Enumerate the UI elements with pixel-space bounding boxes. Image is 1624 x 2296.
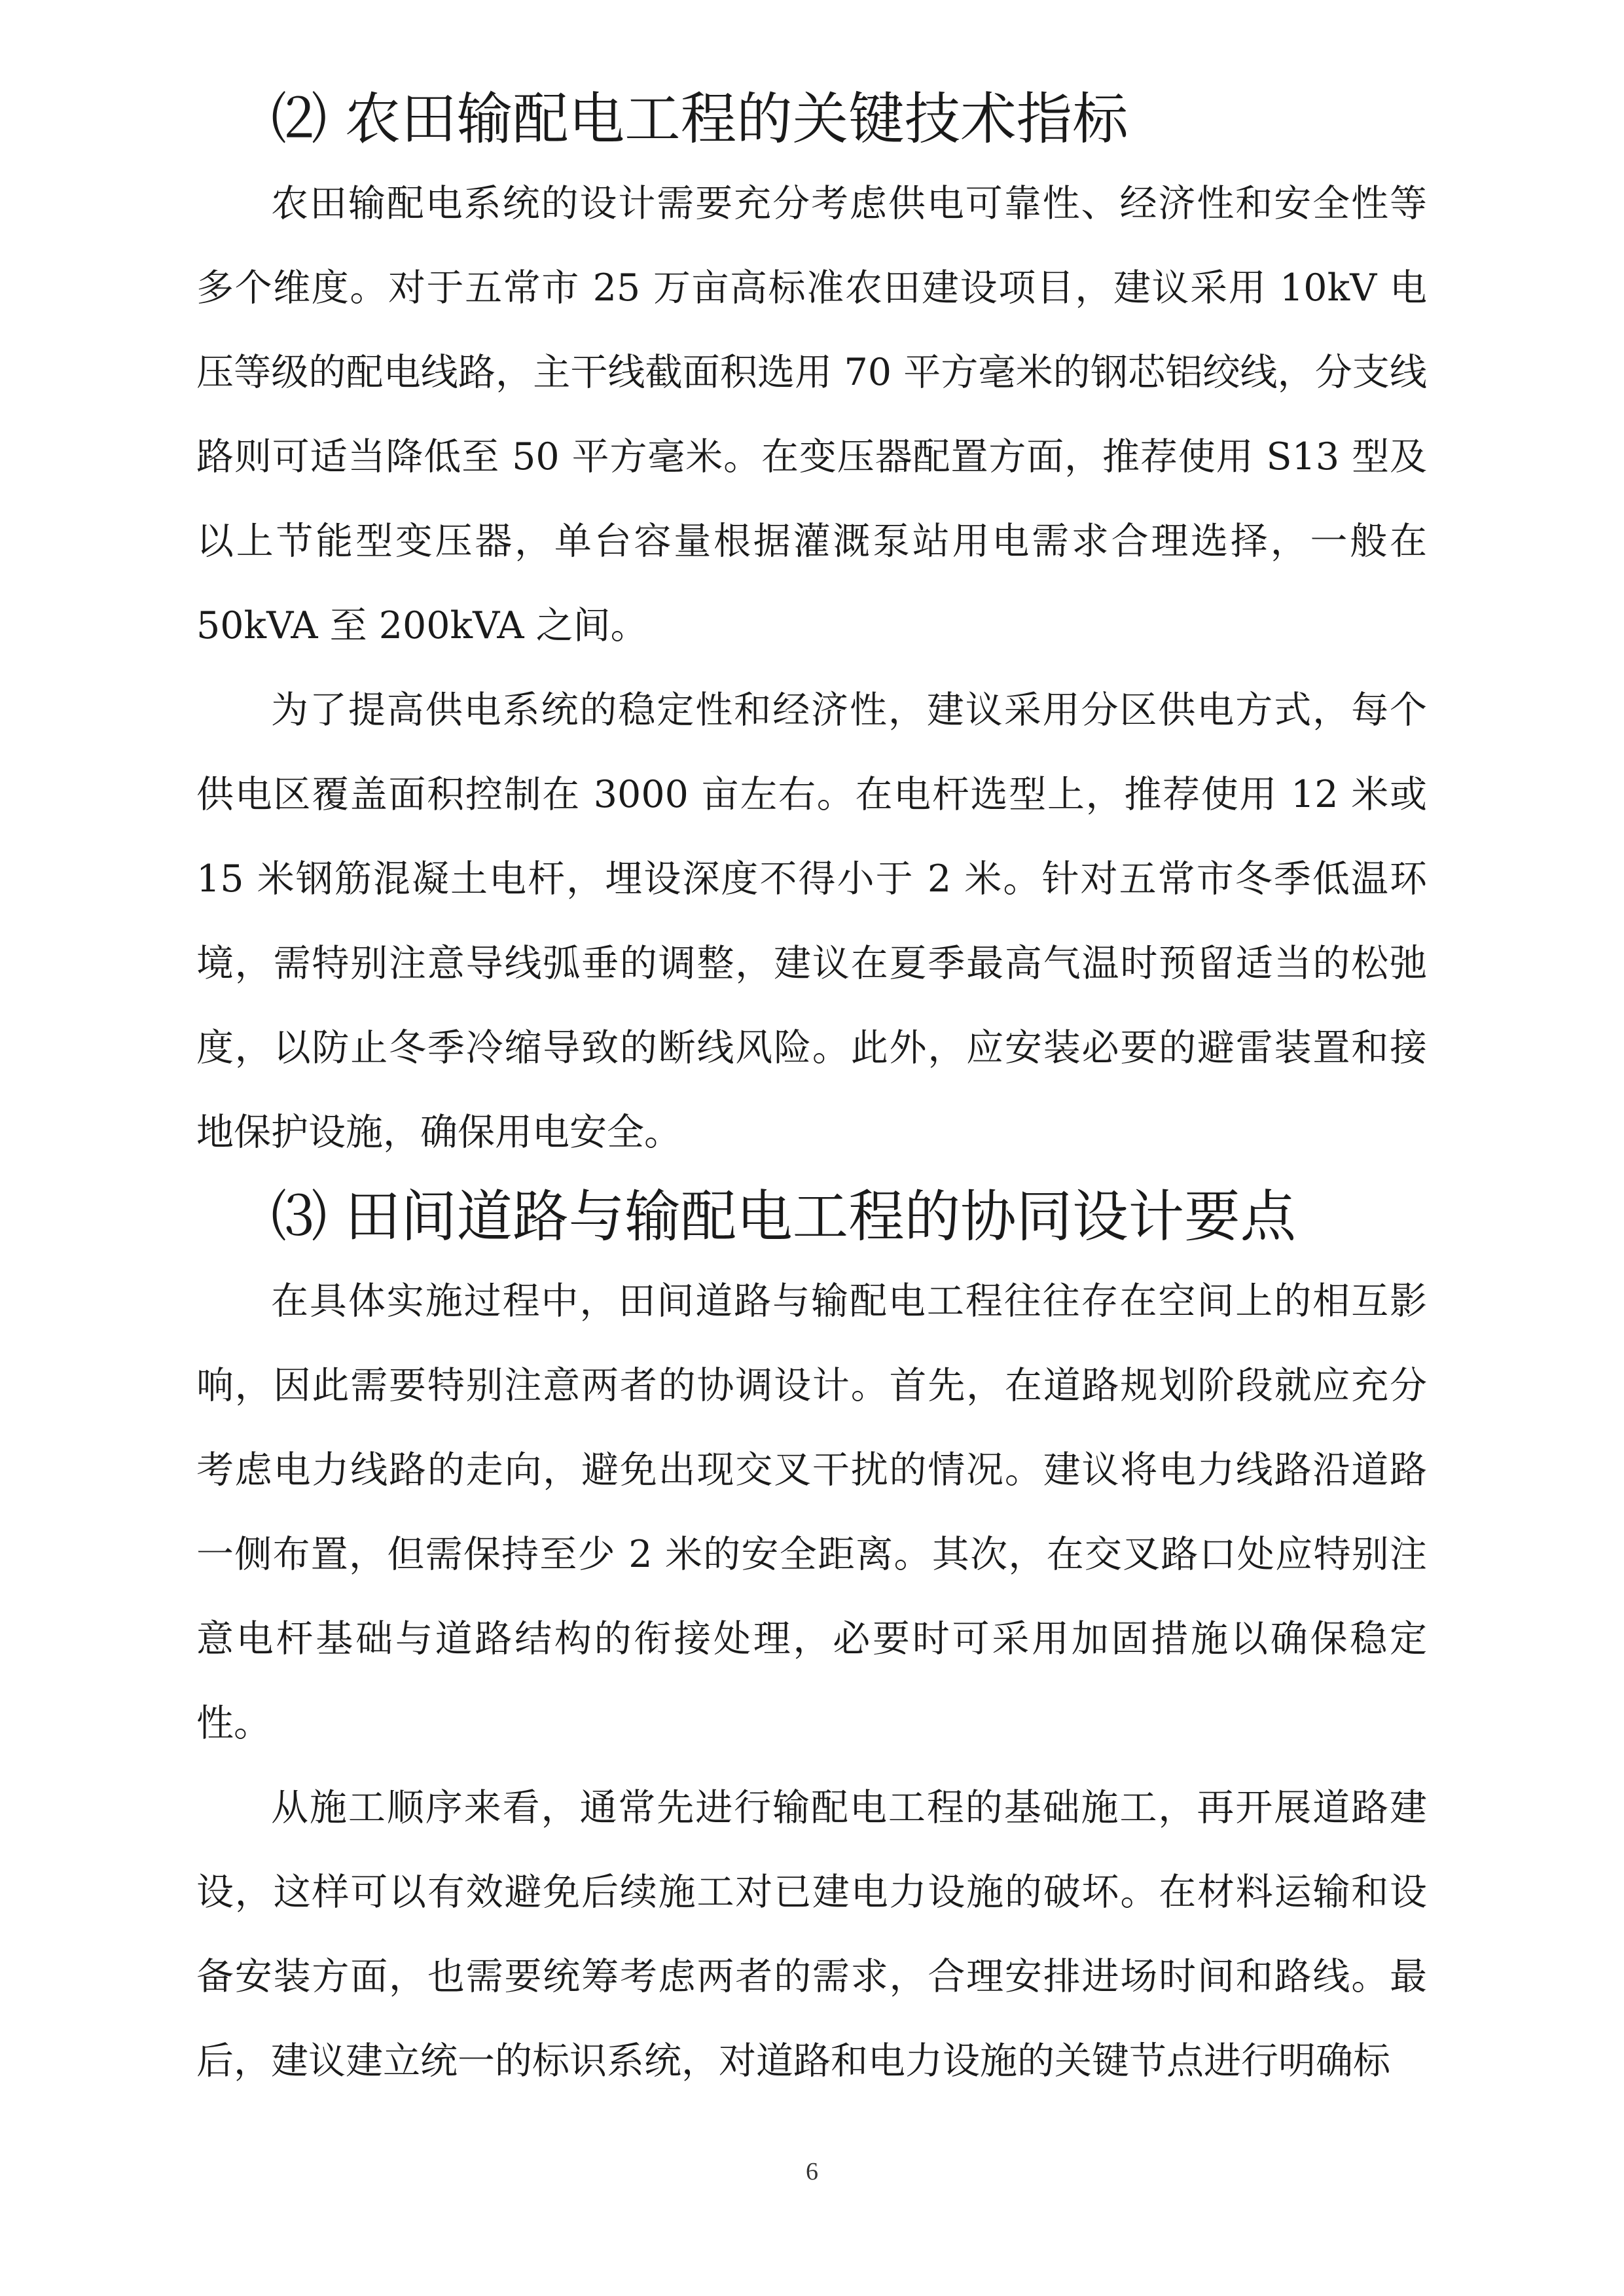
- document-page: [196, 77, 1427, 2104]
- page-number: 6: [806, 2158, 818, 2185]
- paragraph: 从施工顺序来看，通常先进行输配电工程的基础施工，再开展道路建设，这样可以有效避免后续施工对已建电力设施的破坏。在材料运输和设备安装方面，也需要统筹考虑两者的需求，合理安排进场时间和路线。最后，建议建立统一的标识系统，对道路和电力设施的关键节点进行明确标: [196, 1786, 1427, 2083]
- paragraph: 在具体实施过程中，田间道路与输配电工程往往存在空间上的相互影响，因此需要特别注意两者的协调设计。首先，在道路规划阶段就应充分考虑电力线路的走向，避免出现交叉干扰的情况。建议将电力线路沿道路一侧布置，但需保持至少 2 米的安全距离。其次，在交叉路口处应特别注意电杆基础与道路结构的衔接处理，必要时可采用加固措施以确保稳定性。: [196, 1280, 1427, 1745]
- section-heading-2: ⑵ 农田输配电工程的关键技术指标: [271, 87, 1128, 152]
- paragraph: 农田输配电系统的设计需要充分考虑供电可靠性、经济性和安全性等多个维度。对于五常市 25 万亩高标准农田建设项目，建议采用 10kV 电压等级的配电线路，主干线截面积选用 70 平方毫米的钢芯铝绞线，分支线路则可适当降低至 50 平方毫米。在变压器配置方面，推荐使用 S13 型及以上节能型变压器，单台容量根据灌溉泵站用电需求合理选择，一般在 50kVA 至 200kVA 之间。: [196, 182, 1427, 647]
- paragraph: 为了提高供电系统的稳定性和经济性，建议采用分区供电方式，每个供电区覆盖面积控制在 3000 亩左右。在电杆选型上，推荐使用 12 米或 15 米钢筋混凝土电杆，埋设深度不得小于 2 米。针对五常市冬季低温环境，需特别注意导线弧垂的调整，建议在夏季最高气温时预留适当的松弛度，以防止冬季冷缩导致的断线风险。此外，应安装必要的避雷装置和接地保护设施，确保用电安全。: [196, 689, 1427, 1154]
- section-heading-3: ⑶ 田间道路与输配电工程的协同设计要点: [271, 1185, 1297, 1249]
